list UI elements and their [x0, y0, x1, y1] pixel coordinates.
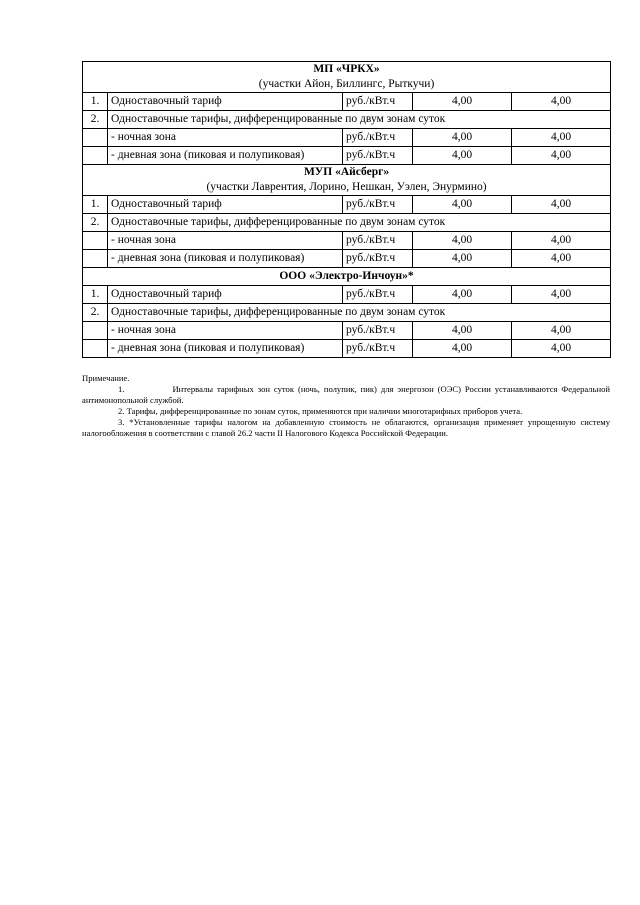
row-label: Одноставочные тарифы, дифференцированные по двум зонам суток: [108, 111, 611, 129]
row-unit: руб./кВт.ч: [343, 286, 413, 304]
table-row: [83, 129, 611, 147]
row-number: 1.: [83, 286, 108, 304]
tariff-value-2: 4,00: [512, 196, 611, 214]
row-label: Одноставочный тариф: [108, 93, 343, 111]
table-row: [83, 147, 611, 165]
row-unit: руб./кВт.ч: [343, 322, 413, 340]
row-number: [83, 322, 108, 340]
row-unit: руб./кВт.ч: [343, 232, 413, 250]
tariff-value-1: 4,00: [413, 129, 512, 147]
org-header-row: [83, 62, 611, 93]
row-label: - ночная зона: [108, 232, 343, 250]
note-1-number: 1.: [118, 384, 125, 394]
row-number: 2.: [83, 304, 108, 322]
tariff-value-1: 4,00: [413, 232, 512, 250]
row-label: - дневная зона (пиковая и полупиковая): [108, 340, 343, 358]
row-number: [83, 250, 108, 268]
org-subtitle: (участки Айон, Биллингс, Рыткучи): [258, 78, 435, 90]
row-number: 1.: [83, 196, 108, 214]
tariff-value-1: 4,00: [413, 196, 512, 214]
row-number: [83, 129, 108, 147]
row-unit: руб./кВт.ч: [343, 147, 413, 165]
tariff-value-1: 4,00: [413, 250, 512, 268]
org-header-row: [83, 165, 611, 196]
table-row: [83, 111, 611, 129]
row-label: Одноставочный тариф: [108, 286, 343, 304]
org-subtitle: (участки Лаврентия, Лорино, Нешкан, Уэлен, Энурмино): [206, 181, 487, 193]
org-name: ООО «Электро-Инчоун»*: [279, 270, 414, 282]
notes-section: [82, 373, 610, 439]
table-row: [83, 93, 611, 111]
row-unit: руб./кВт.ч: [343, 129, 413, 147]
org-name: МП «ЧРКХ»: [313, 63, 380, 75]
row-label: - дневная зона (пиковая и полупиковая): [108, 250, 343, 268]
table-row: [83, 304, 611, 322]
tariff-value-1: 4,00: [413, 340, 512, 358]
table-row: [83, 214, 611, 232]
row-label: - дневная зона (пиковая и полупиковая): [108, 147, 343, 165]
row-label: Одноставочные тарифы, дифференцированные по двум зонам суток: [108, 214, 611, 232]
tariff-value-1: 4,00: [413, 93, 512, 111]
row-label: Одноставочный тариф: [108, 196, 343, 214]
row-unit: руб./кВт.ч: [343, 340, 413, 358]
tariff-value-2: 4,00: [512, 340, 611, 358]
row-number: [83, 232, 108, 250]
tariff-value-2: 4,00: [512, 232, 611, 250]
tariff-value-2: 4,00: [512, 147, 611, 165]
tariff-value-2: 4,00: [512, 322, 611, 340]
note-1-text: Интервалы тарифных зон суток (ночь, полупик, пик) для энергозон (ОЭС) России устанавливаются Федеральной антимонопольной службой.: [82, 384, 610, 405]
row-label: - ночная зона: [108, 322, 343, 340]
row-number: [83, 340, 108, 358]
note-1: [82, 384, 610, 406]
tariff-value-1: 4,00: [413, 322, 512, 340]
row-number: [83, 147, 108, 165]
table-row: [83, 322, 611, 340]
org-header-cell: [83, 165, 611, 196]
row-label: - ночная зона: [108, 129, 343, 147]
org-header-cell: [83, 62, 611, 93]
org-name: МУП «Айсберг»: [303, 166, 390, 178]
table-row: [83, 232, 611, 250]
org-header-cell: [83, 268, 611, 286]
table-row: [83, 286, 611, 304]
row-number: 2.: [83, 111, 108, 129]
tariff-table: [82, 61, 611, 358]
row-number: 2.: [83, 214, 108, 232]
row-label: Одноставочные тарифы, дифференцированные по двум зонам суток: [108, 304, 611, 322]
tariff-table-body: [83, 62, 611, 358]
table-row: [83, 196, 611, 214]
tariff-value-2: 4,00: [512, 250, 611, 268]
tariff-value-2: 4,00: [512, 93, 611, 111]
row-number: 1.: [83, 93, 108, 111]
table-row: [83, 340, 611, 358]
row-unit: руб./кВт.ч: [343, 93, 413, 111]
tariff-value-2: 4,00: [512, 286, 611, 304]
table-row: [83, 250, 611, 268]
note-3: 3. *Установленные тарифы налогом на добавленную стоимость не облагаются, организация применяет упрощенную систему налогообложения в соответствии с главой 26.2 части II Налогового Кодекса Российской Федерации.: [82, 417, 610, 438]
row-unit: руб./кВт.ч: [343, 250, 413, 268]
note-2: 2. Тарифы, дифференцированные по зонам суток, применяются при наличии многотарифных приборов учета.: [118, 406, 523, 416]
notes-heading: Примечание.: [82, 373, 130, 383]
tariff-value-2: 4,00: [512, 129, 611, 147]
tariff-value-1: 4,00: [413, 147, 512, 165]
tariff-value-1: 4,00: [413, 286, 512, 304]
row-unit: руб./кВт.ч: [343, 196, 413, 214]
org-header-row: [83, 268, 611, 286]
